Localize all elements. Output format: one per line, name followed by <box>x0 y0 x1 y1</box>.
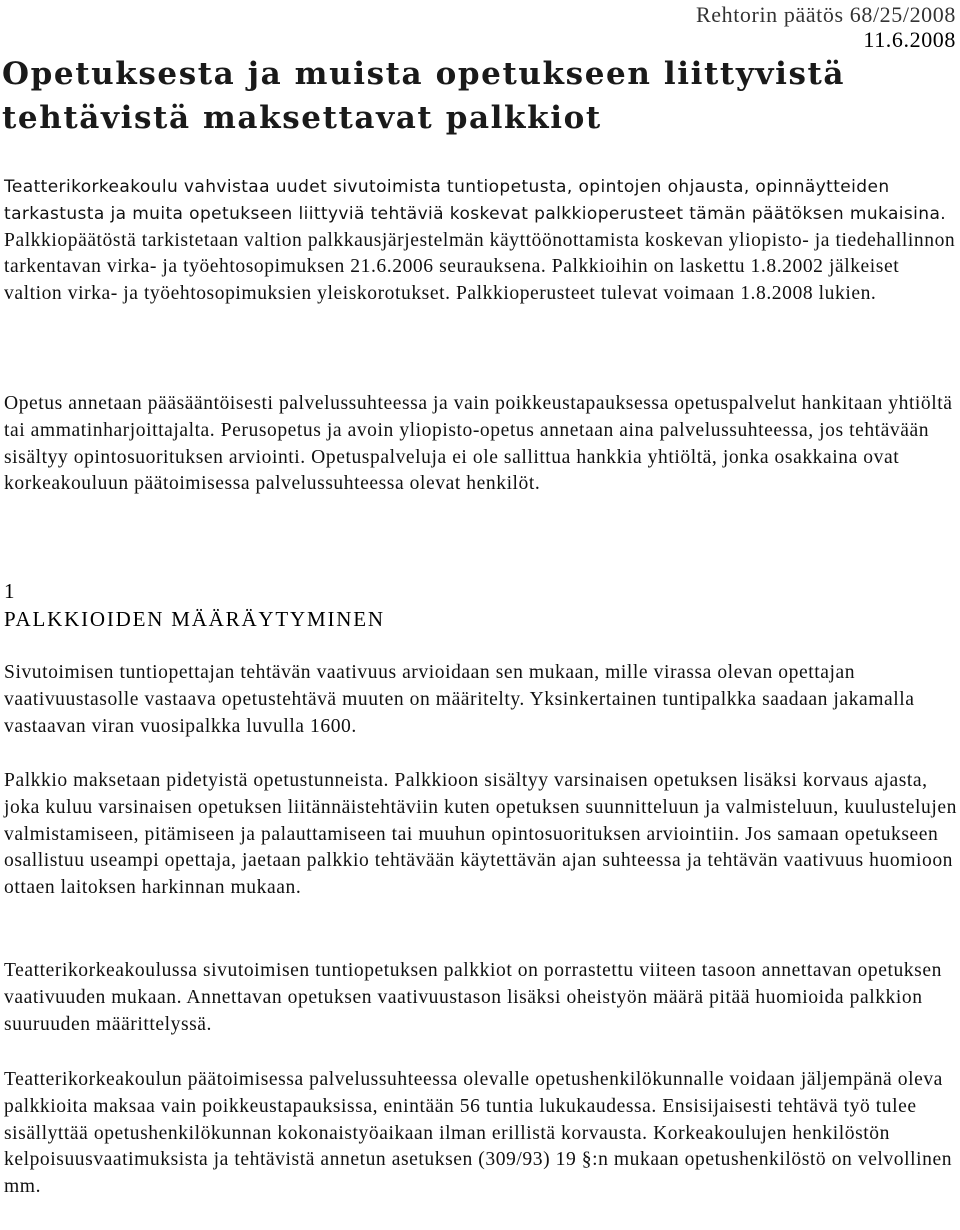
document-header <box>696 2 956 52</box>
decision-date: 11.6.2008 <box>863 27 956 52</box>
teaching-paragraph: Opetus annetaan pääsääntöisesti palvelussuhteessa ja vain poikkeustapauksessa opetuspalvelut hankitaan yhtiöltä tai ammatinharjoittajalta. Perusopetus ja avoin yliopisto-opetus annetaan aina palvelussuhteessa, jos tehtävään sisältyy opintosuorituksen arviointi. Opetuspalveluja ei ole sallittua hankkia yhtiöltä, jonka osakkaina ovat korkeakouluun päätoimisessa palvelussuhteessa olevat henkilöt. <box>4 393 953 495</box>
intro-paragraph-part1: Teatterikorkeakoulu vahvistaa uudet sivutoimista tuntiopetusta, opintojen ohjausta, opinnäytteiden tarkastusta ja muita opetukseen liittyviä tehtäviä koskevat palkkioperusteet tämän päätöksen mukaisina. <box>4 177 947 224</box>
document-title: Opetuksesta ja muista opetukseen liittyvistä tehtävistä maksettavat palkkiot <box>2 56 846 136</box>
section-paragraph-4: Teatterikorkeakoulun päätoimisessa palvelussuhteessa olevalle opetushenkilökunnalle voidaan jäljempänä oleva palkkioita maksaa vain poikkeustapauksissa, enintään 56 tuntia lukukaudessa. Ensisijaisesti tehtävä työ tulee sisällyttää opetushenkilökunnan kokonaistyöaikaan ilman erillistä korvausta. Korkeakoulujen henkilöstön kelpoisuusvaatimuksista ja tehtävistä annetun asetuksen (309/93) 19 §:n mukaan opetushenkilöstö on velvollinen mm. <box>4 1069 953 1198</box>
section-paragraph-1: Sivutoimisen tuntiopettajan tehtävän vaativuus arvioidaan sen mukaan, mille virassa olevan opettajan vaativuustasolle vastaava opetustehtävä muuten on määritelty. Yksinkertainen tuntipalkka saadaan jakamalla vastaavan viran vuosipalkka luvulla 1600. <box>4 662 915 737</box>
decision-reference: Rehtorin päätös 68/25/2008 <box>695 2 956 27</box>
intro-paragraph-part2: Palkkiopäätöstä tarkistetaan valtion palkkausjärjestelmän käyttöönottamista koskevan yliopisto- ja tiedehallinnon tarkentavan virka- ja työehtosopimuksen 21.6.2006 seurauksena. Palkkioihin on laskettu 1.8.2002 jälkeiset valtion virka- ja työehtosopimuksien yleiskorotukset. Palkkioperusteet tulevat voimaan 1.8.2008 lukien. <box>4 229 956 305</box>
section-number: 1 <box>4 579 15 603</box>
section-paragraph-3: Teatterikorkeakoulussa sivutoimisen tuntiopetuksen palkkiot on porrastettu viiteen tasoon annettavan opetuksen vaativuuden mukaan. Annettavan opetuksen vaativuustason lisäksi oheistyön määrä pitää huomioida palkkion suuruuden määrittelyssä. <box>4 960 942 1035</box>
intro-paragraph <box>4 174 959 308</box>
section-title: PALKKIOIDEN MÄÄRÄYTYMINEN <box>4 607 385 631</box>
section-paragraph-2: Palkkio maksetaan pidetyistä opetustunneista. Palkkioon sisältyy varsinaisen opetuksen lisäksi korvaus ajasta, joka kuluu varsinaisen opetuksen liitännäistehtäviin kuten opetuksen suunnitteluun ja valmisteluun, kuulustelujen valmistamiseen, pitämiseen ja palauttamiseen tai muuhun opintosuorituksen arviointiin. Jos samaan opetukseen osallistuu useampi opettaja, jaetaan palkkio tehtävään käytettävän ajan suhteessa ja tehtävän vaativuus huomioon ottaen laitoksen harkinnan mukaan. <box>4 770 957 899</box>
